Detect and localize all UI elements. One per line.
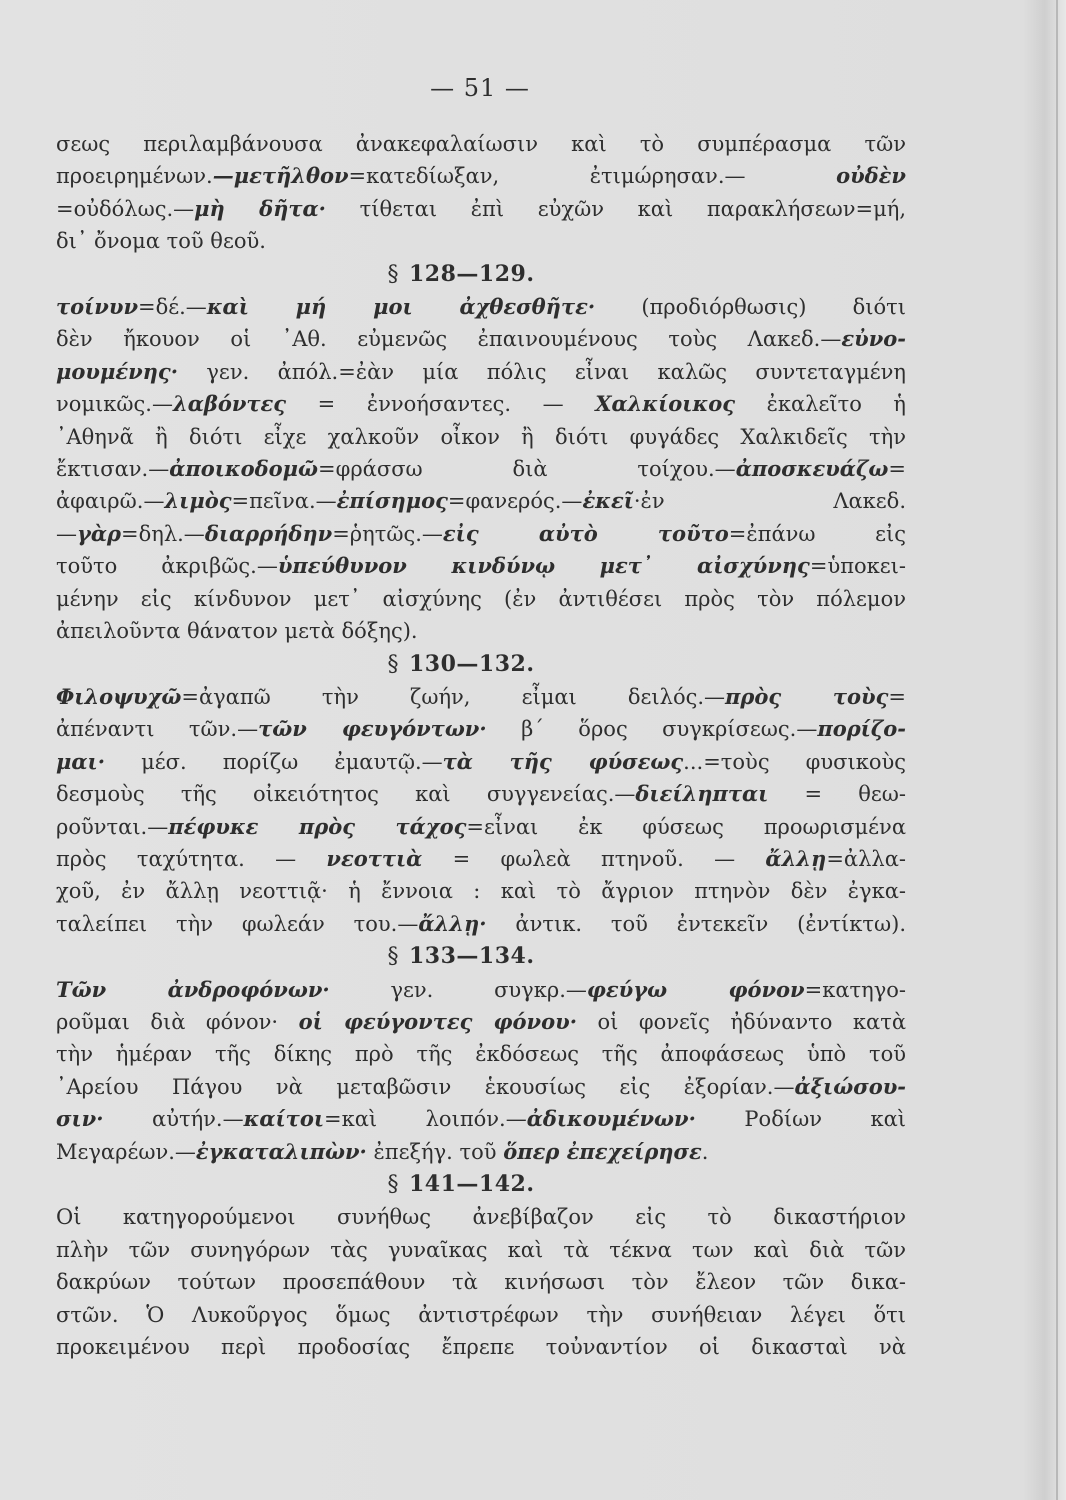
gloss-text: ᾽Αθηνᾶ ἢ διότι εἶχε χαλκοῦν οἶκον ἢ διότι φυγάδες Χαλκιδεῖς τὴν	[56, 424, 906, 449]
text-line	[56, 518, 906, 550]
gloss-text: ἀφαιρῶ.—	[56, 489, 165, 514]
text-line	[56, 323, 906, 355]
page-number: — 51 —	[430, 74, 530, 102]
gloss-text: ...=τοὺς φυσικοὺς	[683, 749, 907, 774]
gloss-text: =ἀγαπῶ τὴν ζωήν, εἶμαι δειλός.—	[181, 684, 726, 709]
text-line	[56, 1299, 906, 1331]
glossed-term: ἐγκαταλιπὼν·	[195, 1138, 367, 1164]
glossed-term: εἰς αὐτὸ τοῦτο	[442, 520, 729, 546]
text-line	[56, 1038, 906, 1070]
section-symbol: §	[387, 651, 399, 677]
glossed-term: Φιλοψυχῶ	[56, 683, 182, 709]
glossed-term: ἄλλῃ	[765, 845, 827, 871]
gloss-text: =πεῖνα.—	[231, 489, 337, 514]
glossed-term: ὑπεύθυνον κινδύνῳ μετ᾽ αἰσχύνης	[277, 553, 810, 579]
text-line	[56, 356, 906, 388]
gloss-text: ᾽Αρείου Πάγου νὰ μεταβῶσιν ἑκουσίως εἰς ἐξορίαν.—	[56, 1074, 795, 1099]
gloss-text: = θεω-	[768, 782, 906, 807]
gloss-text: ἔκτισαν.—	[56, 457, 170, 482]
gloss-text: δεσμοὺς τῆς οἰκειότητος καὶ συγγενείας.—	[56, 782, 636, 807]
section-number: 130—132.	[408, 650, 535, 677]
section-heading	[56, 258, 906, 291]
glossed-term: πρὸς τοὺς	[725, 683, 889, 709]
text-line	[56, 160, 906, 192]
text-line	[56, 811, 906, 843]
text-line	[56, 746, 906, 778]
glossed-term: γὰρ	[77, 520, 121, 546]
page-body	[56, 128, 906, 1363]
gloss-text: ἐκαλεῖτο ἡ	[735, 392, 906, 417]
text-line	[56, 453, 906, 485]
glossed-term: ἀποικοδομῶ	[169, 456, 319, 482]
gloss-text: προειρημένων.	[56, 164, 213, 189]
text-line	[56, 291, 906, 323]
text-line	[56, 843, 906, 875]
gloss-text: =κατεδίωξαν, ἐτιμώρησαν.—	[348, 164, 837, 189]
glossed-term: καίτοι	[243, 1106, 324, 1132]
gloss-text: =εἶναι ἐκ φύσεως προωρισμένα	[466, 814, 906, 839]
glossed-term: σιν·	[56, 1106, 104, 1132]
text-line	[56, 1006, 906, 1038]
glossed-term: φεύγω φόνον	[586, 976, 805, 1002]
gloss-text: —	[56, 521, 77, 546]
gloss-text: ροῦνται.—	[56, 814, 169, 839]
text-line	[56, 550, 906, 582]
text-line	[56, 225, 906, 257]
text-line	[56, 193, 906, 225]
glossed-term: λαβόντες	[172, 391, 287, 417]
section-number: 141—142.	[408, 1171, 535, 1197]
text-line	[56, 908, 906, 940]
text-line	[56, 128, 906, 160]
text-line	[56, 974, 906, 1006]
gloss-text: Οἱ κατηγορούμενοι συνήθως ἀνεβίβαζον εἰς τὸ δικαστήριον	[56, 1205, 906, 1230]
glossed-term: διείληπται	[635, 781, 769, 807]
glossed-term: καὶ μή μοι ἀχθεσθῆτε·	[206, 294, 596, 320]
glossed-term: μουμένης·	[56, 358, 179, 384]
glossed-term: μαι·	[56, 748, 106, 774]
section-number: 128—129.	[408, 260, 535, 287]
gloss-text: ἐπεξήγ. τοῦ	[366, 1139, 504, 1164]
text-line	[56, 1136, 906, 1168]
gloss-text: β´ ὅρος συγκρίσεως.—	[486, 717, 818, 742]
gloss-text: δὲν ἤκουον οἱ ᾽Αθ. εὐμενῶς ἐπαινουμένους τοὺς Λακεδ.—	[56, 327, 842, 352]
glossed-term: ἀδικουμένων·	[526, 1106, 696, 1132]
glossed-term: τοίνυν	[56, 294, 139, 320]
glossed-term: οἱ φεύγοντες φόνου·	[298, 1008, 578, 1034]
glossed-term: πέφυκε πρὸς τάχος	[168, 813, 467, 839]
gloss-text: =οὐδόλως.—	[56, 196, 195, 221]
gloss-text: γεν. ἀπόλ.=ἐὰν μία πόλις εἶναι καλῶς συντεταγμένη	[178, 359, 906, 384]
text-line	[56, 1266, 906, 1298]
glossed-term: τὰ τῆς φύσεως	[442, 748, 684, 774]
text-line	[56, 713, 906, 745]
text-line	[56, 421, 906, 453]
gloss-text: τίθεται ἐπὶ εὐχῶν καὶ παρακλήσεων=μή,	[326, 196, 906, 221]
gloss-text: ροῦμαι διὰ φόνον·	[56, 1009, 299, 1034]
gloss-text: = ἐννοήσαντες. —	[286, 392, 596, 417]
gloss-text: σεως περιλαμβάνουσα ἀνακεφαλαίωσιν καὶ τὸ συμπέρασμα τῶν	[56, 132, 906, 156]
gloss-text: =ἐπάνω εἰς	[728, 521, 906, 546]
text-line	[56, 681, 906, 713]
glossed-term: πορίζο-	[817, 716, 906, 742]
glossed-term: ἄλλῃ·	[418, 910, 487, 936]
section-symbol: §	[387, 261, 399, 287]
glossed-term: εὐνο-	[841, 326, 906, 352]
glossed-term: —μετῆλθον	[212, 163, 349, 189]
text-line	[56, 1071, 906, 1103]
gloss-text: =ἀλλα-	[826, 846, 906, 871]
gloss-text: =ῥητῶς.—	[332, 521, 443, 546]
section-symbol: §	[387, 944, 399, 970]
section-number: 133—134.	[408, 943, 535, 970]
gloss-text: =	[888, 457, 906, 482]
text-line	[56, 1331, 906, 1363]
text-line	[56, 1201, 906, 1233]
gloss-text: .	[701, 1139, 709, 1164]
glossed-term: ἐπίσημος	[336, 488, 448, 514]
gloss-text: = φωλεὰ πτηνοῦ. —	[422, 846, 766, 871]
gloss-text: χοῦ, ἐν ἄλλῃ νεοττιᾷ· ἡ ἔννοια : καὶ τὸ ἄγριον πτηνὸν δὲν ἐγκα-	[56, 879, 906, 904]
glossed-term: μὴ δῆτα·	[194, 195, 326, 221]
text-line	[56, 583, 906, 615]
gloss-text: πρὸς ταχύτητα. —	[56, 846, 327, 871]
gloss-text: γεν. συγκρ.—	[329, 977, 587, 1002]
glossed-term: ἀξιώσου-	[794, 1073, 906, 1099]
gloss-text: μένην εἰς κίνδυνον μετ᾽ αἰσχύνης (ἐν ἀντιθέσει πρὸς τὸν πόλεμον	[56, 586, 906, 611]
glossed-term: ἐκεῖ	[582, 488, 634, 514]
page-edge	[1056, 0, 1058, 1500]
gloss-text: αὐτήν.—	[103, 1107, 244, 1132]
text-line	[56, 485, 906, 517]
gloss-text: =ὑποκει-	[809, 554, 906, 579]
text-line	[56, 1234, 906, 1266]
gloss-text: ·ἐν Λακεδ.	[633, 489, 906, 514]
gloss-text: ταλείπει τὴν φωλεάν του.—	[56, 911, 419, 936]
gloss-text: ἀπέναντι τῶν.—	[56, 717, 259, 742]
glossed-term: διαρρήδην	[204, 520, 333, 546]
glossed-term: νεοττιὰ	[326, 845, 423, 871]
gloss-text: στῶν. Ὁ Λυκοῦργος ὅμως ἀντιστρέφων τὴν συνήθειαν λέγει ὅτι	[56, 1302, 906, 1327]
gloss-text: πλὴν τῶν συνηγόρων τὰς γυναῖκας καὶ τὰ τέκνα των καὶ διὰ τῶν	[56, 1237, 906, 1262]
glossed-term: Χαλκίοικος	[595, 391, 735, 417]
gloss-text: ἀπειλοῦντα θάνατον μετὰ δόξης).	[56, 619, 418, 644]
gloss-text: δακρύων τούτων προσεπάθουν τὰ κινήσωσι τὸν ἔλεον τῶν δικα-	[56, 1270, 906, 1295]
text-line	[56, 388, 906, 420]
gloss-text: τὴν ἡμέραν τῆς δίκης πρὸ τῆς ἐκδόσεως τῆς ἀποφάσεως ὑπὸ τοῦ	[56, 1042, 906, 1067]
glossed-term: τῶν φευγόντων·	[258, 716, 487, 742]
glossed-term: ἀποσκευάζω	[735, 456, 889, 482]
glossed-term: οὐδὲν	[836, 163, 906, 189]
gloss-text: νομικῶς.—	[56, 392, 173, 417]
gloss-text: =καὶ λοιπόν.—	[324, 1107, 527, 1132]
gloss-text: =δέ.—	[138, 295, 207, 320]
gloss-text: οἱ φονεῖς ἠδύναντο κατὰ	[577, 1009, 907, 1034]
gloss-text: προκειμένου περὶ προδοσίας ἔπρεπε τοὐναντίον οἱ δικασταὶ νὰ	[56, 1335, 906, 1360]
text-line	[56, 615, 906, 647]
gloss-text: =φανερός.—	[447, 489, 583, 514]
section-heading	[56, 940, 906, 973]
gloss-text: =	[888, 684, 907, 709]
gloss-text: τοῦτο ἀκριβῶς.—	[56, 554, 278, 579]
glossed-term: Τῶν ἀνδροφόνων·	[56, 976, 330, 1002]
gloss-text: (προδιόρθωσις) διότι	[595, 295, 906, 320]
gloss-text: ἀντικ. τοῦ ἐντεκεῖν (ἐντίκτω).	[486, 911, 906, 936]
section-heading	[56, 1168, 906, 1201]
text-line	[56, 778, 906, 810]
gloss-text: Ροδίων καὶ	[695, 1107, 907, 1132]
glossed-term: ὅπερ ἐπεχείρησε	[503, 1138, 702, 1164]
gloss-text: μέσ. πορίζω ἐμαυτῷ.—	[105, 749, 443, 774]
gloss-text: Μεγαρέων.—	[56, 1139, 196, 1164]
text-line	[56, 1103, 906, 1135]
gloss-text: =φράσσω διὰ τοίχου.—	[318, 457, 736, 482]
text-line	[56, 875, 906, 907]
glossed-term: λιμὸς	[164, 488, 232, 514]
section-symbol: §	[387, 1172, 399, 1197]
gloss-text: δι᾽ ὄνομα τοῦ θεοῦ.	[56, 229, 266, 254]
gloss-text: =κατηγο-	[804, 977, 906, 1002]
gloss-text: =δηλ.—	[121, 521, 205, 546]
section-heading	[56, 648, 906, 681]
